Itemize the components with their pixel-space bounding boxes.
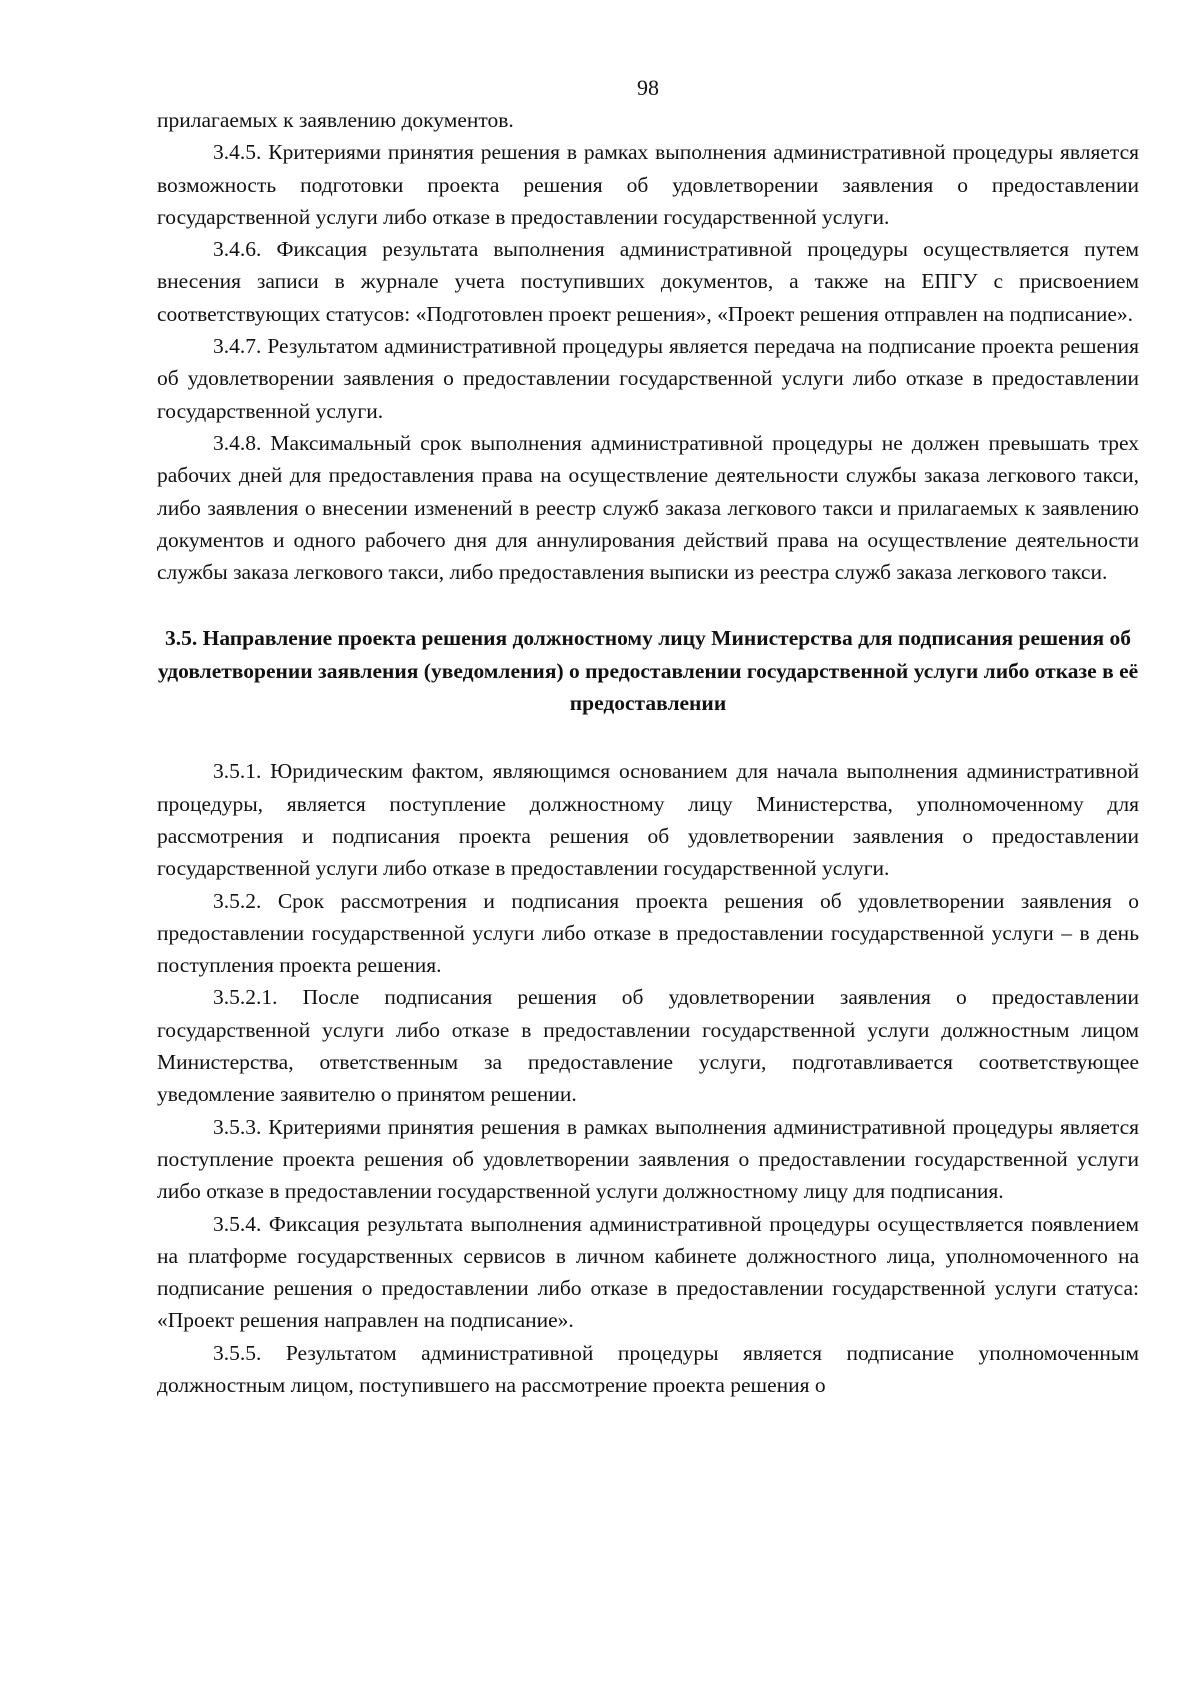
- page-number: 98: [637, 75, 659, 100]
- paragraph-3-5-3: 3.5.3. Критериями принятия решения в рамках выполнения административной процедуры является поступление проекта решения об удовлетворении заявления о предоставлении государственной услуги либо отказе в предоставлении государственной услуги должностному лицу для подписания.: [157, 1114, 1139, 1204]
- paragraph-3-5-2: 3.5.2. Срок рассмотрения и подписания проекта решения об удовлетворении заявления о предоставлении государственной услуги либо отказе в предоставлении государственной услуги – в день поступления проекта решения.: [157, 888, 1139, 978]
- paragraphs-bottom: [157, 755, 1139, 1401]
- paragraph-3-4-7: 3.4.7. Результатом административной процедуры является передача на подписание проекта решения об удовлетворении заявления о предоставлении государственной услуги либо отказе в предоставлении государственной услуги.: [157, 334, 1139, 423]
- paragraph-continuation: прилагаемых к заявлению документов.: [157, 108, 514, 132]
- paragraphs-top: [157, 104, 1139, 588]
- paragraph-3-5-2-1: 3.5.2.1. После подписания решения об удовлетворении заявления о предоставлении государственной услуги либо отказе в предоставлении государственной услуги должностным лицом Министерства, ответственным за предоставление услуги, подготавливается соответствующее уведомление заявителю о принятом решении.: [157, 985, 1139, 1107]
- document-page: [157, 72, 1139, 1401]
- paragraph-3-4-6: 3.4.6. Фиксация результата выполнения административной процедуры осуществляется путем внесения записи в журнале учета поступивших документов, а также на ЕПГУ с присвоением соответствующих статусов: «Подготовлен проект решения», «Проект решения отправлен на подписание».: [157, 237, 1139, 326]
- paragraph-3-4-8: 3.4.8. Максимальный срок выполнения административной процедуры не должен превышать трех рабочих дней для предоставления права на осуществление деятельности службы заказа легкового такси, либо заявления о внесении изменений в реестр служб заказа легкового такси и прилагаемых к заявлению документов и одного рабочего дня для аннулирования действий права на осуществление деятельности службы заказа легкового такси, либо предоставления выписки из реестра служб заказа легкового такси.: [157, 430, 1139, 585]
- paragraph-3-5-4: 3.5.4. Фиксация результата выполнения административной процедуры осуществляется появлением на платформе государственных сервисов в личном кабинете должностного лица, уполномоченного на подписание решения о предоставлении либо отказе в предоставлении государственной услуги статуса: «Проект решения направлен на подписание».: [157, 1211, 1139, 1333]
- section-heading-3-5: 3.5. Направление проекта решения должностному лицу Министерства для подписания решения об удовлетворении заявления (уведомления) о предоставлении государственной услуги либо отказе в её предоставлении: [157, 626, 1139, 716]
- paragraph-3-5-1: 3.5.1. Юридическим фактом, являющимся основанием для начала выполнения административной процедуры, является поступление должностному лицу Министерства, уполномоченному для рассмотрения и подписания проекта решения об удовлетворении заявления о предоставлении государственной услуги либо отказе в предоставлении государственной услуги.: [157, 759, 1139, 881]
- paragraph-3-4-5: 3.4.5. Критериями принятия решения в рамках выполнения административной процедуры является возможность подготовки проекта решения об удовлетворении заявления о предоставлении государственной услуги либо отказе в предоставлении государственной услуги.: [157, 140, 1139, 229]
- paragraph-3-5-5: 3.5.5. Результатом административной процедуры является подписание уполномоченным должностным лицом, поступившего на рассмотрение проекта решения о: [157, 1340, 1139, 1397]
